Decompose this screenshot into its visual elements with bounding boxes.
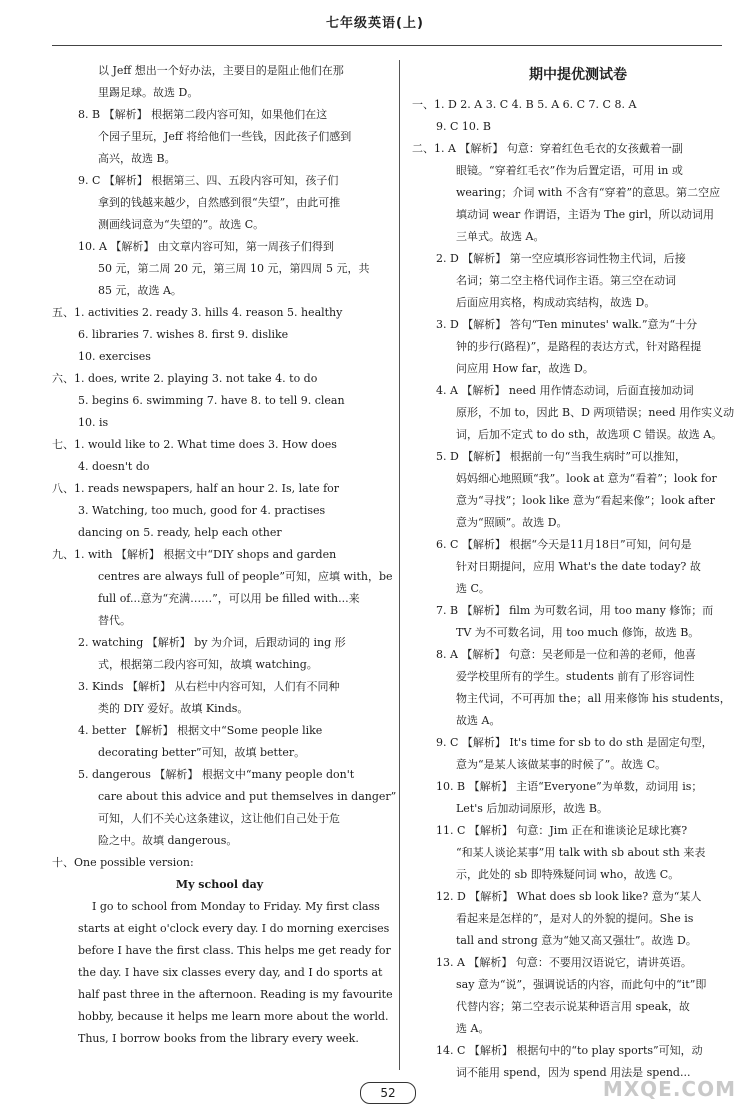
text-line: 3. Kinds 【解析】 从右栏中内容可知，人们有不同种 — [78, 680, 340, 693]
text-line: 后面应用宾格，构成动宾结构，故选 D。 — [456, 296, 656, 309]
right-column — [412, 60, 744, 1084]
text-line: tall and strong 意为“她又高又强壮”。故选 D。 — [456, 934, 697, 947]
text-line: 10. A 【解析】 由文章内容可知，第一周孩子们得到 — [78, 240, 334, 253]
text-line: 八、1. reads newspapers, half an hour 2. Is, late for — [52, 482, 340, 495]
text-line: 测画线词意为“失望的”。故选 C。 — [98, 218, 265, 231]
text-line: 填动词 wear 作谓语，主语为 The girl，所以动词用 — [456, 208, 714, 221]
text-line: 名词；第二空主格代词作主语。第三空在动词 — [456, 274, 676, 287]
watermark: MXQE.COM — [602, 1077, 736, 1101]
column-divider — [399, 60, 400, 1070]
text-line: 8. B 【解析】 根据第二段内容可知，如果他们在这 — [78, 108, 328, 121]
text-line: 可知，人们不关心这条建议，这让他们自己处于危 — [98, 812, 340, 825]
text-line: 六、1. does, write 2. playing 3. not take 4. to do — [52, 372, 318, 385]
essay-title: My school day — [175, 878, 264, 891]
text-line: dancing on 5. ready, help each other — [78, 526, 282, 539]
text-line: wearing；介词 with 不含有“穿着”的意思。第二空应 — [456, 186, 721, 199]
text-line: 50 元，第二周 20 元，第三周 10 元，第四周 5 元，共 — [98, 262, 370, 275]
text-line: full of...意为“充满……”，可以用 be filled with...来 — [98, 592, 360, 605]
text-line: 二、1. A 【解析】 句意：穿着红色毛衣的女孩戴着一副 — [412, 142, 683, 155]
text-line: 10. exercises — [78, 350, 151, 363]
text-line: 8. A 【解析】 句意：吴老师是一位和善的老师，他喜 — [436, 648, 696, 661]
text-line: 6. libraries 7. wishes 8. first 9. dislike — [78, 328, 289, 341]
text-line: 9. C 【解析】 根据第三、四、五段内容可知，孩子们 — [78, 174, 339, 187]
text-line: 眼镜。“穿着红毛衣”作为后置定语，可用 in 或 — [456, 164, 683, 177]
text-line: 14. C 【解析】 根据句中的“to play sports”可知，动 — [436, 1044, 703, 1057]
text-line: 5. D 【解析】 根据前一句“当我生病时”可以推知， — [436, 450, 687, 463]
text-line: 拿到的钱越来越少，自然感到很“失望”，由此可推 — [98, 196, 341, 209]
text-line: 9. C 【解析】 It's time for sb to do sth 是固定句型， — [436, 736, 713, 749]
text-line: 选 C。 — [456, 582, 490, 595]
text-line: 12. D 【解析】 What does sb look like? 意为“某人 — [436, 890, 702, 903]
text-line: 以 Jeff 想出一个好办法，主要目的是阻止他们在那 — [98, 64, 344, 77]
text-line: care about this advice and put themselves in danger” — [98, 790, 397, 803]
text-line: 词，后加不定式 to do sth，故选项 C 错误。故选 A。 — [456, 428, 723, 441]
text-line: 式，根据第二段内容可知，故填 watching。 — [98, 658, 318, 671]
text-line: 问应用 How far，故选 D。 — [456, 362, 594, 375]
text-line: 5. dangerous 【解析】 根据文中“many people don't — [78, 768, 355, 781]
page-number: 52 — [360, 1082, 416, 1104]
text-line: 10. B 【解析】 主语“Everyone”为单数，动词用 is； — [436, 780, 703, 793]
text-line: say 意为“说”，强调说话的内容，而此句中的“it”即 — [456, 978, 707, 991]
text-line: 妈妈细心地照顾“我”。look at 意为“看着”；look for — [456, 472, 717, 485]
text-line: 3. D 【解析】 答句“Ten minutes' walk.”意为“十分 — [436, 318, 698, 331]
text-line: 原形，不加 to，因此 B、D 两项错误；need 用作实义动 — [456, 406, 735, 419]
text-line: 85 元，故选 A。 — [98, 284, 182, 297]
essay-line: the day. I have six classes every day, and I do sports at — [78, 966, 383, 979]
left-column — [52, 60, 397, 1050]
text-line: 3. Watching, too much, good for 4. practises — [78, 504, 326, 517]
text-line: 5. begins 6. swimming 7. have 8. to tell 9. clean — [78, 394, 345, 407]
text-line: 替代。 — [98, 614, 131, 627]
text-line: 物主代词，不可再加 the；all 用来修饰 his students， — [456, 692, 731, 705]
essay-line: before I have the first class. This helps me get ready for — [78, 944, 391, 957]
text-line: 个园子里玩，Jeff 将给他们一些钱，因此孩子们感到 — [98, 130, 352, 143]
text-line: 7. B 【解析】 film 为可数名词，用 too many 修饰；而 — [436, 604, 714, 617]
running-header: 七年级英语(上) — [326, 16, 424, 31]
text-line: 七、1. would like to 2. What time does 3. How does — [52, 438, 337, 451]
text-line: 一、1. D 2. A 3. C 4. B 5. A 6. C 7. C 8. A — [412, 98, 637, 111]
text-line: 九、1. with 【解析】 根据文中“DIY shops and garden — [52, 548, 337, 561]
text-line: 十、One possible version: — [52, 856, 194, 869]
essay-line: starts at eight o'clock every day. I do morning exercises — [78, 922, 390, 935]
text-line: 2. D 【解析】 第一空应填形容词性物主代词，后接 — [436, 252, 686, 265]
text-line: 险之中。故填 dangerous。 — [98, 834, 238, 847]
essay-line: Thus, I borrow books from the library every week. — [78, 1032, 359, 1045]
text-line: 4. doesn't do — [78, 460, 150, 473]
text-line: Let's 后加动词原形，故选 B。 — [456, 802, 608, 815]
text-line: 意为“寻找”；look like 意为“看起来像”；look after — [456, 494, 715, 507]
header-rule — [52, 45, 722, 46]
text-line: “和某人谈论某事”用 talk with sb about sth 来表 — [456, 846, 706, 859]
text-line: 词不能用 spend，因为 spend 用法是 spend... — [456, 1066, 691, 1079]
essay-line: half past three in the afternoon. Reading is my favourite — [78, 988, 393, 1001]
text-line: 针对日期提问，应用 What's the date today? 故 — [456, 560, 701, 573]
text-line: 三单式。故选 A。 — [456, 230, 545, 243]
text-line: 示，此处的 sb 即特殊疑问词 who，故选 C。 — [456, 868, 680, 881]
text-line: 2. watching 【解析】 by 为介词，后跟动词的 ing 形 — [78, 636, 346, 649]
text-line: 4. A 【解析】 need 用作情态动词，后面直接加动词 — [436, 384, 694, 397]
text-line: 6. C 【解析】 根据“今天是11月18日”可知，问句是 — [436, 538, 692, 551]
text-line: 意为“照顾”。故选 D。 — [456, 516, 568, 529]
essay-line: hobby, because it helps me learn more about the world. — [78, 1010, 389, 1023]
text-line: 选 A。 — [456, 1022, 490, 1035]
text-line: 钟的步行(路程)”，是路程的表达方式，针对路程提 — [456, 340, 702, 353]
text-line: centres are always full of people”可知，应填 with，be — [98, 570, 393, 583]
text-line: 里踢足球。故选 D。 — [98, 86, 199, 99]
text-line: TV 为不可数名词，用 too much 修饰，故选 B。 — [456, 626, 700, 639]
text-line: decorating better”可知，故填 better。 — [98, 746, 306, 759]
section-title: 期中提优测试卷 — [529, 67, 627, 83]
text-line: 11. C 【解析】 句意：Jim 正在和谁谈论足球比赛? — [436, 824, 688, 837]
text-line: 意为“是某人该做某事的时候了”。故选 C。 — [456, 758, 667, 771]
text-line: 9. C 10. B — [436, 120, 491, 133]
text-line: 爱学校里所有的学生。students 前有了形容词性 — [456, 670, 695, 683]
text-line: 看起来是怎样的”，是对人的外貌的提问。She is — [456, 912, 694, 925]
text-line: 13. A 【解析】 句意：不要用汉语说它，请讲英语。 — [436, 956, 692, 969]
text-line: 高兴，故选 B。 — [98, 152, 176, 165]
text-line: 代替内容；第二空表示说某种语言用 speak，故 — [456, 1000, 690, 1013]
text-line: 4. better 【解析】 根据文中“Some people like — [78, 724, 323, 737]
text-line: 五、1. activities 2. ready 3. hills 4. reason 5. healthy — [52, 306, 343, 319]
text-line: 10. is — [78, 416, 109, 429]
text-line: 故选 A。 — [456, 714, 501, 727]
text-line: 类的 DIY 爱好。故填 Kinds。 — [98, 702, 249, 715]
essay-line: I go to school from Monday to Friday. My first class — [92, 900, 380, 913]
